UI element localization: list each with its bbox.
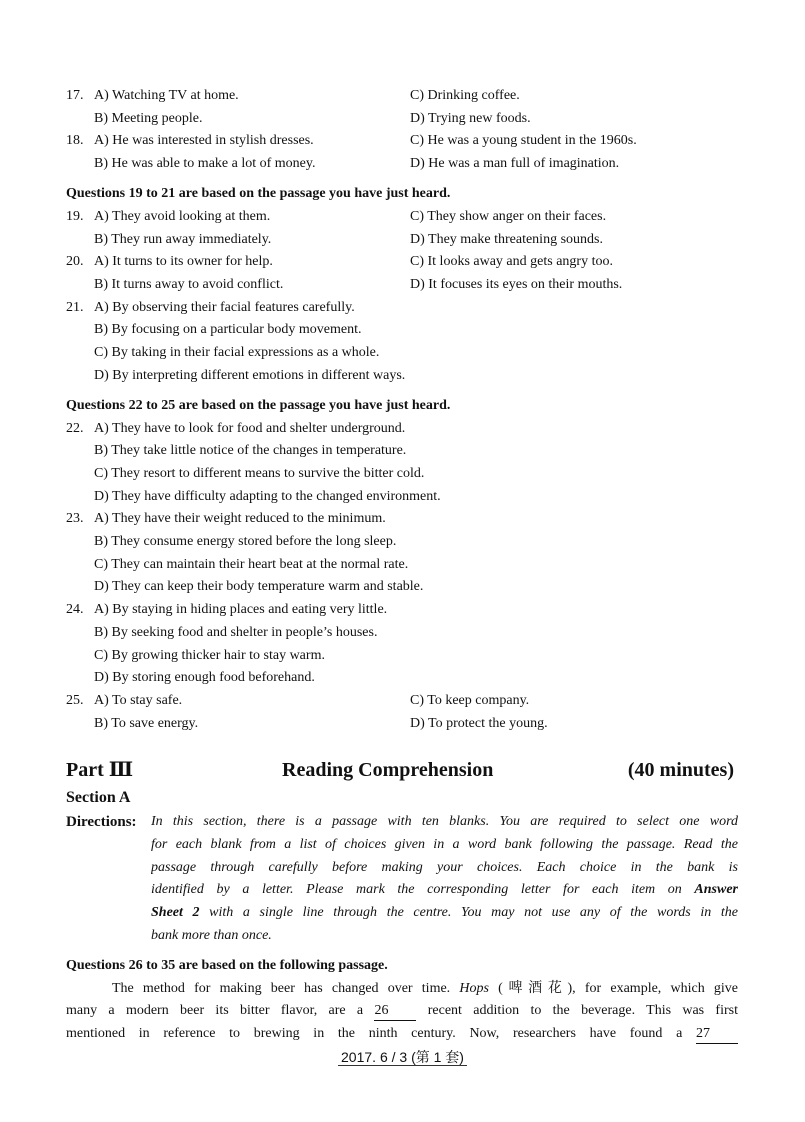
question-row bbox=[66, 645, 738, 668]
answer-option: B) By seeking food and shelter in people’s houses. bbox=[94, 624, 378, 640]
answer-option: D) They make threatening sounds. bbox=[410, 231, 603, 247]
answer-option: C) By taking in their facial expressions as a whole. bbox=[94, 345, 380, 361]
question-row bbox=[66, 622, 738, 645]
page-footer: 2017. 6 / 3 (第 1 套) bbox=[0, 1047, 805, 1067]
question-row bbox=[66, 486, 738, 509]
part-label: Part Ⅲ bbox=[66, 759, 134, 782]
passage-line: mentioned in reference to brewing in the ninth century. Now, researchers have found a 27 bbox=[66, 1023, 738, 1046]
question-number: 17. bbox=[66, 88, 84, 103]
directions-line: Sheet 2 with a single line through the centre. You may not use any of the words in the bbox=[151, 905, 738, 920]
answer-option: B) They run away immediately. bbox=[94, 231, 272, 247]
directions-line: passage through carefully before making your choices. Each choice in the bank is bbox=[151, 859, 738, 875]
question-row bbox=[66, 531, 738, 554]
directions bbox=[66, 811, 738, 947]
part-heading bbox=[66, 755, 738, 785]
question-row bbox=[66, 342, 738, 365]
question-row bbox=[66, 508, 738, 531]
answer-option: D) To protect the young. bbox=[410, 715, 548, 731]
section-header: Questions 19 to 21 are based on the passage you have just heard. bbox=[66, 186, 451, 202]
question-row bbox=[66, 440, 738, 463]
answer-option: A) He was interested in stylish dresses. bbox=[94, 133, 314, 149]
blank-27: 27 bbox=[696, 1025, 738, 1044]
answer-option: C) It looks away and gets angry too. bbox=[410, 254, 613, 270]
question-row bbox=[66, 599, 738, 622]
answer-option: D) By interpreting different emotions in different ways. bbox=[94, 367, 406, 383]
answer-option: A) To stay safe. bbox=[94, 692, 183, 708]
answer-option: C) By growing thicker hair to stay warm. bbox=[94, 647, 325, 663]
question-row bbox=[66, 108, 738, 131]
passage bbox=[66, 978, 738, 1046]
answer-option: D) They can keep their body temperature warm and stable. bbox=[94, 579, 424, 595]
answer-option: A) By staying in hiding places and eating very little. bbox=[94, 602, 388, 618]
answer-option: C) They show anger on their faces. bbox=[410, 208, 607, 224]
question-row bbox=[66, 153, 738, 176]
passage-header: Questions 26 to 35 are based on the following passage. bbox=[66, 957, 388, 973]
answer-option: D) They have difficulty adapting to the changed environment. bbox=[94, 488, 441, 504]
question-row bbox=[66, 85, 738, 108]
listening-questions bbox=[66, 85, 738, 735]
directions-line: In this section, there is a passage with ten blanks. You are required to select one word bbox=[151, 814, 738, 830]
answer-option: D) He was a man full of imagination. bbox=[410, 156, 620, 172]
question-number: 19. bbox=[66, 208, 84, 224]
directions-line: bank more than once. bbox=[151, 927, 272, 943]
answer-option: B) Meeting people. bbox=[94, 110, 203, 126]
answer-option: D) It focuses its eyes on their mouths. bbox=[410, 277, 623, 292]
part-title: Reading Comprehension bbox=[282, 759, 494, 782]
answer-option: C) He was a young student in the 1960s. bbox=[410, 133, 637, 149]
question-row bbox=[66, 418, 738, 441]
question-row bbox=[66, 297, 738, 320]
answer-option: B) He was able to make a lot of money. bbox=[94, 156, 316, 172]
answer-option: A) By observing their facial features carefully. bbox=[94, 299, 355, 315]
passage-line: many a modern beer its bitter flavor, are a 26 recent addition to the beverage. This was first bbox=[66, 1000, 738, 1023]
directions-label: Directions: bbox=[66, 814, 137, 831]
answer-option: B) They consume energy stored before the long sleep. bbox=[94, 534, 397, 550]
question-row bbox=[66, 667, 738, 690]
question-row bbox=[66, 690, 738, 713]
question-row bbox=[66, 251, 738, 274]
question-row bbox=[66, 365, 738, 388]
question-number: 21. bbox=[66, 299, 84, 315]
question-number: 23. bbox=[66, 511, 84, 527]
question-number: 24. bbox=[66, 602, 84, 618]
page-content bbox=[66, 85, 738, 1046]
question-row bbox=[66, 130, 738, 153]
question-row bbox=[66, 554, 738, 577]
question-row bbox=[66, 206, 738, 229]
answer-option: A) They have their weight reduced to the minimum. bbox=[94, 511, 386, 527]
answer-option: B) To save energy. bbox=[94, 715, 199, 731]
passage-line: The method for making beer has changed over time. Hops (啤酒花), for example, which give bbox=[66, 980, 738, 996]
answer-option: C) They can maintain their heart beat at the normal rate. bbox=[94, 556, 409, 572]
question-row bbox=[66, 576, 738, 599]
answer-option: C) Drinking coffee. bbox=[410, 88, 520, 103]
directions-line: identified by a letter. Please mark the corresponding letter for each item on Answer bbox=[151, 882, 738, 898]
question-number: 25. bbox=[66, 692, 84, 708]
question-number: 22. bbox=[66, 420, 84, 436]
answer-option: D) By storing enough food beforehand. bbox=[94, 670, 315, 686]
question-row bbox=[66, 229, 738, 252]
directions-line: for each blank from a list of choices given in a word bank following the passage. Read the bbox=[151, 836, 738, 852]
question-number: 18. bbox=[66, 133, 84, 149]
part-time: (40 minutes) bbox=[627, 759, 734, 782]
question-row bbox=[66, 463, 738, 486]
answer-option: B) By focusing on a particular body movement. bbox=[94, 322, 362, 338]
answer-option: B) They take little notice of the changes in temperature. bbox=[94, 443, 407, 459]
question-row bbox=[66, 274, 738, 297]
blank-26: 26 bbox=[374, 1002, 416, 1021]
question-row bbox=[66, 713, 738, 736]
answer-option: A) They have to look for food and shelter underground. bbox=[94, 420, 406, 436]
question-number: 20. bbox=[66, 254, 84, 270]
section-title: Section A bbox=[66, 789, 131, 807]
answer-option: D) Trying new foods. bbox=[410, 110, 531, 126]
question-row bbox=[66, 319, 738, 342]
answer-option: C) To keep company. bbox=[410, 692, 530, 708]
answer-option: A) It turns to its owner for help. bbox=[94, 254, 273, 270]
answer-option: A) They avoid looking at them. bbox=[94, 208, 271, 224]
answer-option: B) It turns away to avoid conflict. bbox=[94, 277, 284, 292]
answer-option: A) Watching TV at home. bbox=[94, 88, 239, 103]
answer-option: C) They resort to different means to survive the bitter cold. bbox=[94, 466, 425, 481]
section-header: Questions 22 to 25 are based on the passage you have just heard. bbox=[66, 397, 451, 413]
